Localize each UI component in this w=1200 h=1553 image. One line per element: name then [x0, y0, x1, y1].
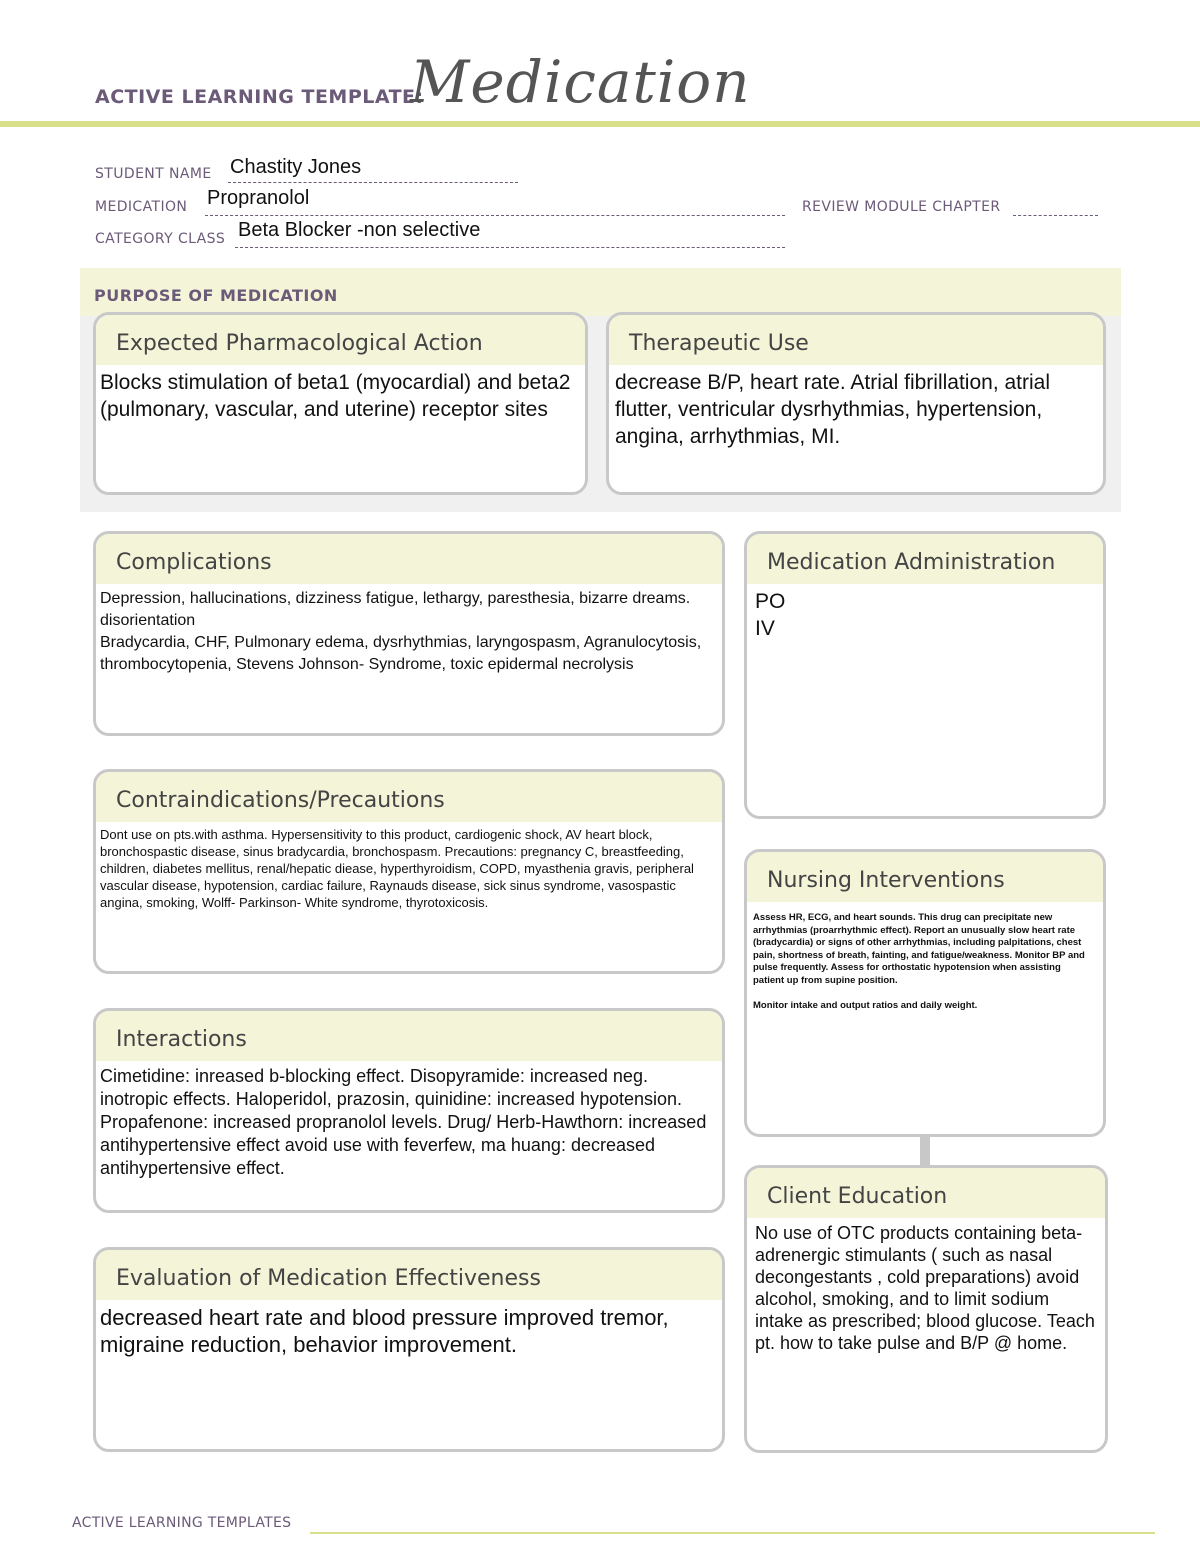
- header-divider: [0, 121, 1200, 127]
- review-module-label: REVIEW MODULE CHAPTER: [802, 199, 1001, 215]
- therapeutic-use-title: Therapeutic Use: [609, 315, 1103, 365]
- medication-line: [205, 215, 785, 216]
- contraindications-text[interactable]: Dont use on pts.with asthma. Hypersensitivity to this product, cardiogenic shock, AV heart block, bronchospastic disease, sinus bradycardia, bronchospasm. Precautions: pregnancy C, breastfeeding, children, diabetes mellitus, renal/hepatic diease, hyperthyroidism, COPD, myasthenia gravis, peripheral vascular disease, hypotension, cardiac failure, Raynauds disease, sick sinus syndrome, vasospastic angina, smoking, Wolff- Parkinson- White syndrome, thyrotoxicosis.: [100, 827, 694, 910]
- administration-title: Medication Administration: [747, 534, 1103, 584]
- box-connector: [920, 1136, 930, 1166]
- client-education-title: Client Education: [747, 1168, 1105, 1218]
- contraindications-title: Contraindications/Precautions: [96, 772, 722, 822]
- complications-title: Complications: [96, 534, 722, 584]
- template-label: ACTIVE LEARNING TEMPLATE:: [95, 86, 424, 108]
- administration-text[interactable]: PO IV: [755, 590, 786, 640]
- evaluation-title: Evaluation of Medication Effectiveness: [96, 1250, 722, 1300]
- category-class-line: [235, 247, 785, 248]
- interactions-box: [93, 1008, 725, 1213]
- footer-label: ACTIVE LEARNING TEMPLATES: [72, 1515, 292, 1531]
- therapeutic-use-text[interactable]: decrease B/P, heart rate. Atrial fibrillation, atrial flutter, ventricular dysrhythmias, hypertension, angina, arrhythmias, MI.: [615, 371, 1051, 448]
- student-name-line: [228, 182, 518, 183]
- nursing-interventions-box: [744, 849, 1106, 1137]
- administration-box: [744, 531, 1106, 819]
- student-name-field[interactable]: Chastity Jones: [230, 156, 362, 178]
- client-education-text[interactable]: No use of OTC products containing beta- adrenergic stimulants ( such as nasal decongestants , cold preparations) avoid alcohol, smoking, and to limit sodium intake as prescribed; blood glucose. Teach pt. how to take pulse and B/P @ home.: [755, 1223, 1095, 1353]
- therapeutic-use-box: [606, 312, 1106, 495]
- expected-action-box: [93, 312, 588, 495]
- medication-field[interactable]: Propranolol: [207, 187, 310, 209]
- evaluation-text[interactable]: decreased heart rate and blood pressure improved tremor, migraine reduction, behavior improvement.: [100, 1305, 669, 1357]
- expected-action-title: Expected Pharmacological Action: [96, 315, 585, 365]
- nursing-interventions-title: Nursing Interventions: [747, 852, 1103, 902]
- purpose-title: PURPOSE OF MEDICATION: [94, 286, 338, 305]
- complications-box: [93, 531, 725, 736]
- nursing-interventions-text[interactable]: Assess HR, ECG, and heart sounds. This drug can precipitate new arrhythmias (proarrhythmic effect). Report an unusually slow heart rate (bradycardia) or signs of other arrhythmias, including palpitations, chest pain, shortness of breath, fainting, and fatigue/weakness. Monitor BP and pulse frequently. Assess for orthostatic hypotension when assisting patient up from supine position. Monitor intake and output ratios and daily weight.: [753, 912, 1085, 1011]
- page-title: Medication: [410, 48, 751, 116]
- category-class-label: CATEGORY CLASS: [95, 231, 226, 247]
- student-name-label: STUDENT NAME: [95, 166, 212, 182]
- complications-text[interactable]: Depression, hallucinations, dizziness fatigue, lethargy, paresthesia, bizarre dreams. disorientation Bradycardia, CHF, Pulmonary edema, dysrhythmias, laryngospasm, Agranulocytosis, thrombocytopenia, Stevens Johnson- Syndrome, toxic epidermal necrolysis: [100, 590, 702, 673]
- footer-divider: [310, 1532, 1155, 1534]
- interactions-text[interactable]: Cimetidine: inreased b-blocking effect. Disopyramide: increased neg. inotropic effects. Haloperidol, prazosin, quinidine: increased hypotension. Propafenone: increased propranolol levels. Drug/ Herb-Hawthorn: increased antihypertensive effect avoid use with feverfew, ma huang: decreased antihypertensive effect.: [100, 1066, 707, 1178]
- contraindications-box: [93, 769, 725, 974]
- client-education-box: [744, 1165, 1108, 1453]
- review-module-line: [1013, 215, 1098, 216]
- evaluation-box: [93, 1247, 725, 1452]
- expected-action-text[interactable]: Blocks stimulation of beta1 (myocardial) and beta2 (pulmonary, vascular, and uterine) receptor sites: [100, 371, 571, 421]
- interactions-title: Interactions: [96, 1011, 722, 1061]
- category-class-field[interactable]: Beta Blocker -non selective: [238, 219, 481, 241]
- medication-label: MEDICATION: [95, 199, 188, 215]
